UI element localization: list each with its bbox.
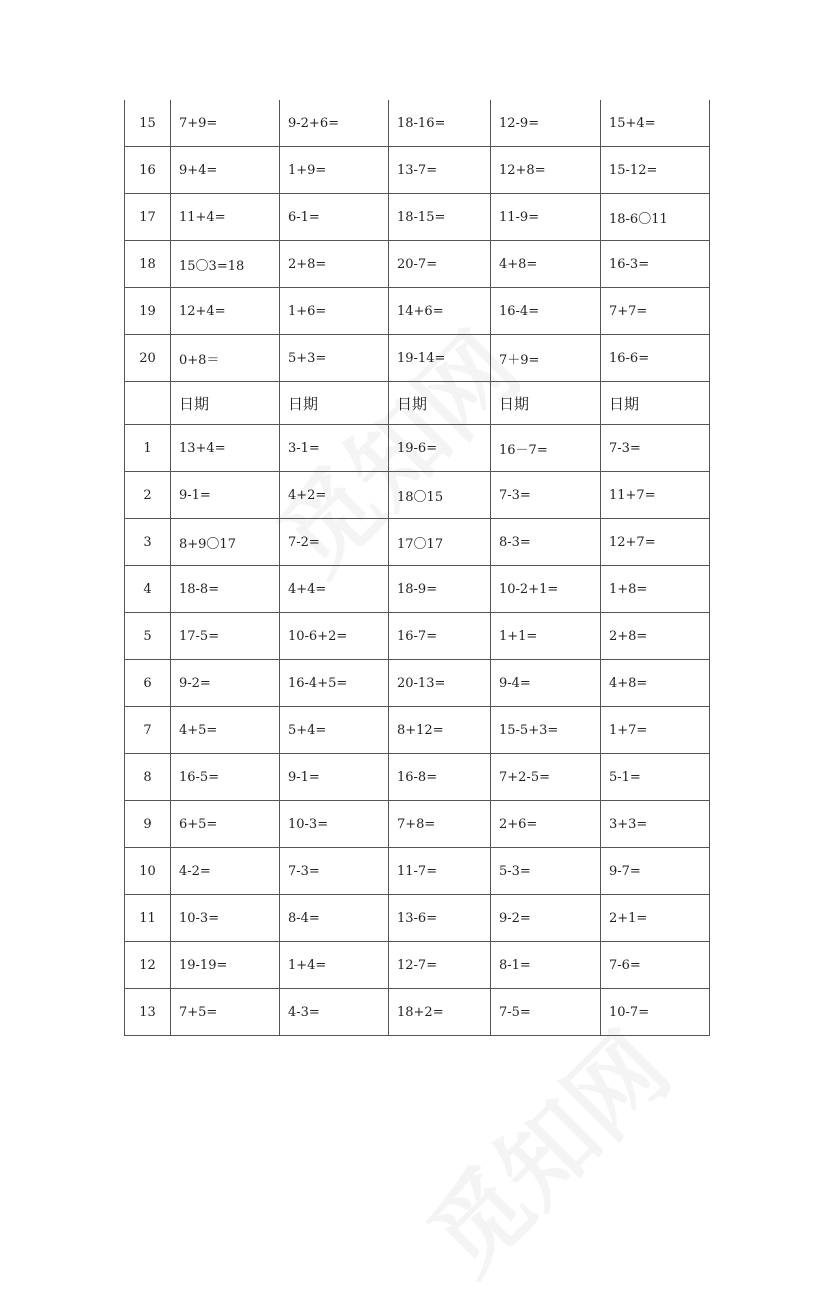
problem-cell: 1+8= [601, 566, 710, 613]
problem-cell: 4+8= [601, 660, 710, 707]
problem-cell: 16-4+5= [280, 660, 389, 707]
row-number: 15 [125, 100, 171, 147]
problem-cell: 4+4= [280, 566, 389, 613]
watermark [394, 998, 695, 1299]
worksheet [124, 100, 709, 1036]
table-row [125, 566, 710, 613]
problem-cell: 1+7= [601, 707, 710, 754]
table-row [125, 519, 710, 566]
problem-cell: 17〇17 [389, 519, 491, 566]
problem-cell: 11+7= [601, 472, 710, 519]
problem-cell: 15-5+3= [491, 707, 601, 754]
problem-cell: 1+1= [491, 613, 601, 660]
problem-cell: 4+8= [491, 241, 601, 288]
problem-cell: 5+3= [280, 335, 389, 382]
table-row [125, 942, 710, 989]
problem-cell: 20-13= [389, 660, 491, 707]
problem-cell: 9-2= [491, 895, 601, 942]
problem-cell: 13-6= [389, 895, 491, 942]
problem-cell: 8+9〇17 [171, 519, 280, 566]
problem-cell: 2+8= [601, 613, 710, 660]
problem-cell: 13+4= [171, 425, 280, 472]
problem-cell: 16－7= [491, 425, 601, 472]
problem-cell: 16-5= [171, 754, 280, 801]
row-number: 20 [125, 335, 171, 382]
problem-cell: 10-3= [280, 801, 389, 848]
problem-cell: 12-9= [491, 100, 601, 147]
table-row [125, 989, 710, 1036]
problem-cell: 10-6+2= [280, 613, 389, 660]
table-row [125, 848, 710, 895]
row-number: 10 [125, 848, 171, 895]
problem-cell: 7+9= [171, 100, 280, 147]
problem-cell: 9-1= [171, 472, 280, 519]
problem-cell: 18-16= [389, 100, 491, 147]
table-row [125, 425, 710, 472]
problem-cell: 7+5= [171, 989, 280, 1036]
row-number [125, 382, 171, 425]
problem-cell: 5-3= [491, 848, 601, 895]
problem-cell: 15〇3=18 [171, 241, 280, 288]
problem-cell: 4+5= [171, 707, 280, 754]
problem-cell: 1+6= [280, 288, 389, 335]
problem-cell: 16-7= [389, 613, 491, 660]
row-number: 1 [125, 425, 171, 472]
table-row [125, 241, 710, 288]
table-row [125, 147, 710, 194]
table-row [125, 472, 710, 519]
problem-cell: 2+8= [280, 241, 389, 288]
problem-cell: 1+4= [280, 942, 389, 989]
row-number: 13 [125, 989, 171, 1036]
table-row [125, 801, 710, 848]
problem-cell: 19-6= [389, 425, 491, 472]
row-number: 12 [125, 942, 171, 989]
row-number: 18 [125, 241, 171, 288]
problem-cell: 18-6〇11 [601, 194, 710, 241]
problem-cell: 15-12= [601, 147, 710, 194]
problem-cell: 7+8= [389, 801, 491, 848]
table-row [125, 288, 710, 335]
row-number: 3 [125, 519, 171, 566]
date-row [125, 382, 710, 425]
problem-cell: 11-9= [491, 194, 601, 241]
row-number: 4 [125, 566, 171, 613]
problem-cell: 7-6= [601, 942, 710, 989]
table-row [125, 613, 710, 660]
problem-cell: 6+5= [171, 801, 280, 848]
row-number: 5 [125, 613, 171, 660]
problem-cell: 17-5= [171, 613, 280, 660]
problem-cell: 7-2= [280, 519, 389, 566]
row-number: 9 [125, 801, 171, 848]
problem-cell: 5+4= [280, 707, 389, 754]
problem-cell: 16-8= [389, 754, 491, 801]
problem-cell: 18+2= [389, 989, 491, 1036]
problem-cell: 9-2+6= [280, 100, 389, 147]
problem-cell: 11+4= [171, 194, 280, 241]
problem-cell: 16-4= [491, 288, 601, 335]
problem-cell: 16-6= [601, 335, 710, 382]
table-row [125, 335, 710, 382]
problem-cell: 20-7= [389, 241, 491, 288]
problem-cell: 12+7= [601, 519, 710, 566]
problem-cell: 18-8= [171, 566, 280, 613]
problem-cell: 9-1= [280, 754, 389, 801]
row-number: 16 [125, 147, 171, 194]
problem-cell: 8-1= [491, 942, 601, 989]
problem-cell: 2+1= [601, 895, 710, 942]
arithmetic-table [124, 100, 710, 1036]
problem-cell: 1+9= [280, 147, 389, 194]
problem-cell: 9-7= [601, 848, 710, 895]
table-row [125, 660, 710, 707]
problem-cell: 2+6= [491, 801, 601, 848]
problem-cell: 18〇15 [389, 472, 491, 519]
date-label: 日期 [491, 382, 601, 425]
row-number: 17 [125, 194, 171, 241]
row-number: 19 [125, 288, 171, 335]
problem-cell: 10-3= [171, 895, 280, 942]
date-label: 日期 [171, 382, 280, 425]
table-row [125, 194, 710, 241]
problem-cell: 7+2-5= [491, 754, 601, 801]
problem-cell: 5-1= [601, 754, 710, 801]
problem-cell: 10-7= [601, 989, 710, 1036]
problem-cell: 4-3= [280, 989, 389, 1036]
row-number: 6 [125, 660, 171, 707]
problem-cell: 11-7= [389, 848, 491, 895]
problem-cell: 9-2= [171, 660, 280, 707]
problem-cell: 16-3= [601, 241, 710, 288]
problem-cell: 3+3= [601, 801, 710, 848]
row-number: 7 [125, 707, 171, 754]
table-row [125, 100, 710, 147]
table-row [125, 895, 710, 942]
problem-cell: 19-19= [171, 942, 280, 989]
problem-cell: 3-1= [280, 425, 389, 472]
problem-cell: 7-3= [601, 425, 710, 472]
problem-cell: 4+2= [280, 472, 389, 519]
table-row [125, 707, 710, 754]
problem-cell: 7＋9= [491, 335, 601, 382]
problem-cell: 7+7= [601, 288, 710, 335]
row-number: 8 [125, 754, 171, 801]
problem-cell: 7-3= [491, 472, 601, 519]
problem-cell: 10-2+1= [491, 566, 601, 613]
problem-cell: 12-7= [389, 942, 491, 989]
problem-cell: 19-14= [389, 335, 491, 382]
problem-cell: 0+8＝ [171, 335, 280, 382]
date-label: 日期 [389, 382, 491, 425]
table-row [125, 754, 710, 801]
date-label: 日期 [601, 382, 710, 425]
problem-cell: 15+4= [601, 100, 710, 147]
problem-cell: 12+8= [491, 147, 601, 194]
row-number: 11 [125, 895, 171, 942]
problem-cell: 4-2= [171, 848, 280, 895]
problem-cell: 8-4= [280, 895, 389, 942]
problem-cell: 7-3= [280, 848, 389, 895]
date-label: 日期 [280, 382, 389, 425]
problem-cell: 8+12= [389, 707, 491, 754]
problem-cell: 7-5= [491, 989, 601, 1036]
problem-cell: 8-3= [491, 519, 601, 566]
problem-cell: 14+6= [389, 288, 491, 335]
problem-cell: 18-15= [389, 194, 491, 241]
problem-cell: 12+4= [171, 288, 280, 335]
problem-cell: 13-7= [389, 147, 491, 194]
row-number: 2 [125, 472, 171, 519]
problem-cell: 6-1= [280, 194, 389, 241]
problem-cell: 9+4= [171, 147, 280, 194]
problem-cell: 18-9= [389, 566, 491, 613]
problem-cell: 9-4= [491, 660, 601, 707]
